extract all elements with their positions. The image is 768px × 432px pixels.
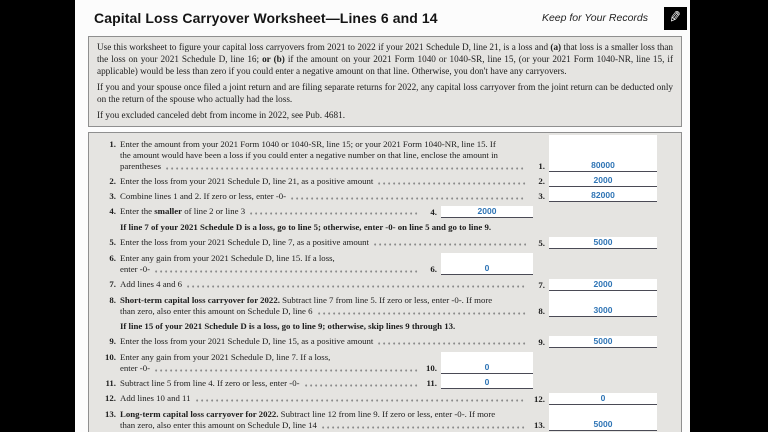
line-number: 12. (534, 394, 545, 404)
dotted-leader (318, 312, 526, 315)
line-number: 10. (426, 363, 437, 373)
page-header (75, 0, 690, 31)
line-number: 6. (109, 253, 116, 263)
line-number: 1. (109, 139, 116, 149)
line-number: 9. (538, 337, 545, 347)
line-number: 7. (109, 279, 116, 289)
line-3-value-field[interactable]: 82000 (549, 187, 657, 202)
dotted-leader (322, 426, 526, 429)
worksheet-line-7: 7. Add lines 4 and 6 7. 2000 (97, 279, 657, 291)
line-number: 5. (538, 238, 545, 248)
instruction-note-after-line-4: If line 7 of your 2021 Schedule D is a loss, go to line 5; otherwise, enter -0- on line 5 and go to line 9. (120, 222, 492, 232)
line-number: 11. (426, 378, 437, 388)
line-number: 9. (109, 336, 116, 346)
dotted-leader (155, 270, 418, 273)
line-number: 4. (109, 206, 116, 216)
line-1-value-field[interactable]: 80000 (549, 135, 657, 172)
line-number: 6. (430, 264, 437, 274)
worksheet-line-12: 12. Add lines 10 and 11 12. 0 (97, 393, 657, 405)
dotted-leader (250, 212, 418, 215)
dotted-leader (291, 197, 526, 200)
pencil-icon: ✎ (664, 7, 687, 30)
line-2-value-field[interactable]: 2000 (549, 172, 657, 187)
dotted-leader (155, 369, 418, 372)
line-6-value-field[interactable]: 0 (441, 253, 533, 275)
line-7-value-field[interactable]: 2000 (549, 279, 657, 291)
line-number: 2. (109, 176, 116, 186)
worksheet-line-13: 13. Long-term capital loss carryover for 2022. Subtract line 12 from line 9. If zero or less, enter -0-. If more than zero, also enter this amount on Schedule D, line 14 13. 5000 (97, 405, 657, 431)
line-number: 11. (105, 378, 116, 388)
line-number: 4. (430, 207, 437, 217)
line-number: 5. (109, 237, 116, 247)
line-9-value-field[interactable]: 5000 (549, 336, 657, 348)
line-8-value-field[interactable]: 3000 (549, 291, 657, 317)
worksheet-line-4: 4. Enter the smaller of line 2 or line 3 4. 2000 (97, 206, 657, 218)
worksheet-line-10: 10. Enter any gain from your 2021 Schedule D, line 7. If a loss, enter -0- 10. 0 (97, 352, 657, 374)
line-number: 13. (534, 420, 545, 430)
worksheet-line-2: 2. Enter the loss from your 2021 Schedule D, line 21, as a positive amount 2. 2000 (97, 172, 657, 187)
worksheet-line-8: 8. Short-term capital loss carryover for 2022. Subtract line 7 from line 5. If zero or less, enter -0-. If more than zero, also enter this amount on Schedule D, line 6 8. 3000 (97, 291, 657, 317)
worksheet-line-9: 9. Enter the loss from your 2021 Schedule D, line 15, as a positive amount 9. 5000 (97, 336, 657, 348)
intro-paragraph-3: If you excluded canceled debt from income in 2022, see Pub. 4681. (97, 110, 345, 120)
worksheet-page (75, 0, 690, 432)
keep-for-records-label: Keep for Your Records (541, 12, 648, 24)
line-number: 3. (538, 191, 545, 201)
worksheet-line-6: 6. Enter any gain from your 2021 Schedule D, line 15. If a loss, enter -0- 6. 0 (97, 253, 657, 275)
intro-paragraph-1: Use this worksheet to figure your capital loss carryovers from 2021 to 2022 if your 2021 Schedule D, line 21, is a loss and (a) that loss is a smaller loss than the loss on your 2021 Schedule D, line 16; or (b) if the amount on your 2021 Form 1040 or 1040-SR, line 15, (or your 2021 Form 1040-NR, line 15, if applicable) would be less than zero if you could enter a negative amount on that line. Otherwise, you don't have any carryovers. (97, 42, 674, 76)
dotted-leader (378, 342, 526, 345)
worksheet-box (88, 132, 682, 432)
line-number: 3. (109, 191, 116, 201)
line-12-value-field[interactable]: 0 (549, 393, 657, 405)
intro-paragraph-2: If you and your spouse once filed a joint return and are filing separate returns for 2022, any capital loss carryover from the joint return can be deducted only on the return of the spouse who actually had the loss. (97, 82, 673, 104)
line-13-value-field[interactable]: 5000 (549, 405, 657, 431)
worksheet-line-11: 11. Subtract line 5 from line 4. If zero or less, enter -0- 11. 0 (97, 374, 657, 389)
line-5-value-field[interactable]: 5000 (549, 237, 657, 249)
line-number: 8. (538, 306, 545, 316)
line-number: 8. (109, 295, 116, 305)
page-title: Capital Loss Carryover Worksheet—Lines 6 and 14 (94, 10, 438, 26)
line-10-value-field[interactable]: 0 (441, 352, 533, 374)
line-4-value-field[interactable]: 2000 (441, 206, 533, 218)
dotted-leader (374, 243, 526, 246)
worksheet-line-3: 3. Combine lines 1 and 2. If zero or less, enter -0- 3. 82000 (97, 187, 657, 202)
dotted-leader (196, 399, 526, 402)
worksheet-line-5: 5. Enter the loss from your 2021 Schedule D, line 7, as a positive amount 5. 5000 (97, 237, 657, 249)
line-number: 10. (105, 352, 116, 362)
dotted-leader (378, 182, 526, 185)
dotted-leader (166, 167, 526, 170)
line-number: 2. (538, 176, 545, 186)
instruction-note-after-line-8: If line 15 of your 2021 Schedule D is a loss, go to line 9; otherwise, skip lines 9 through 13. (120, 321, 456, 331)
dotted-leader (187, 285, 526, 288)
intro-box (88, 36, 682, 127)
worksheet-line-1: 1. Enter the amount from your 2021 Form 1040 or 1040-SR, line 15; or your 2021 Form 1040-NR, line 15. If the amount would have been a loss if you could enter a negative number on that line, enclose the amount in parentheses 1. 80000 (97, 135, 657, 172)
line-number: 1. (538, 161, 545, 171)
line-number: 12. (105, 393, 116, 403)
line-number: 7. (538, 280, 545, 290)
dotted-leader (305, 384, 418, 387)
line-11-value-field[interactable]: 0 (441, 374, 533, 389)
line-number: 13. (105, 409, 116, 419)
